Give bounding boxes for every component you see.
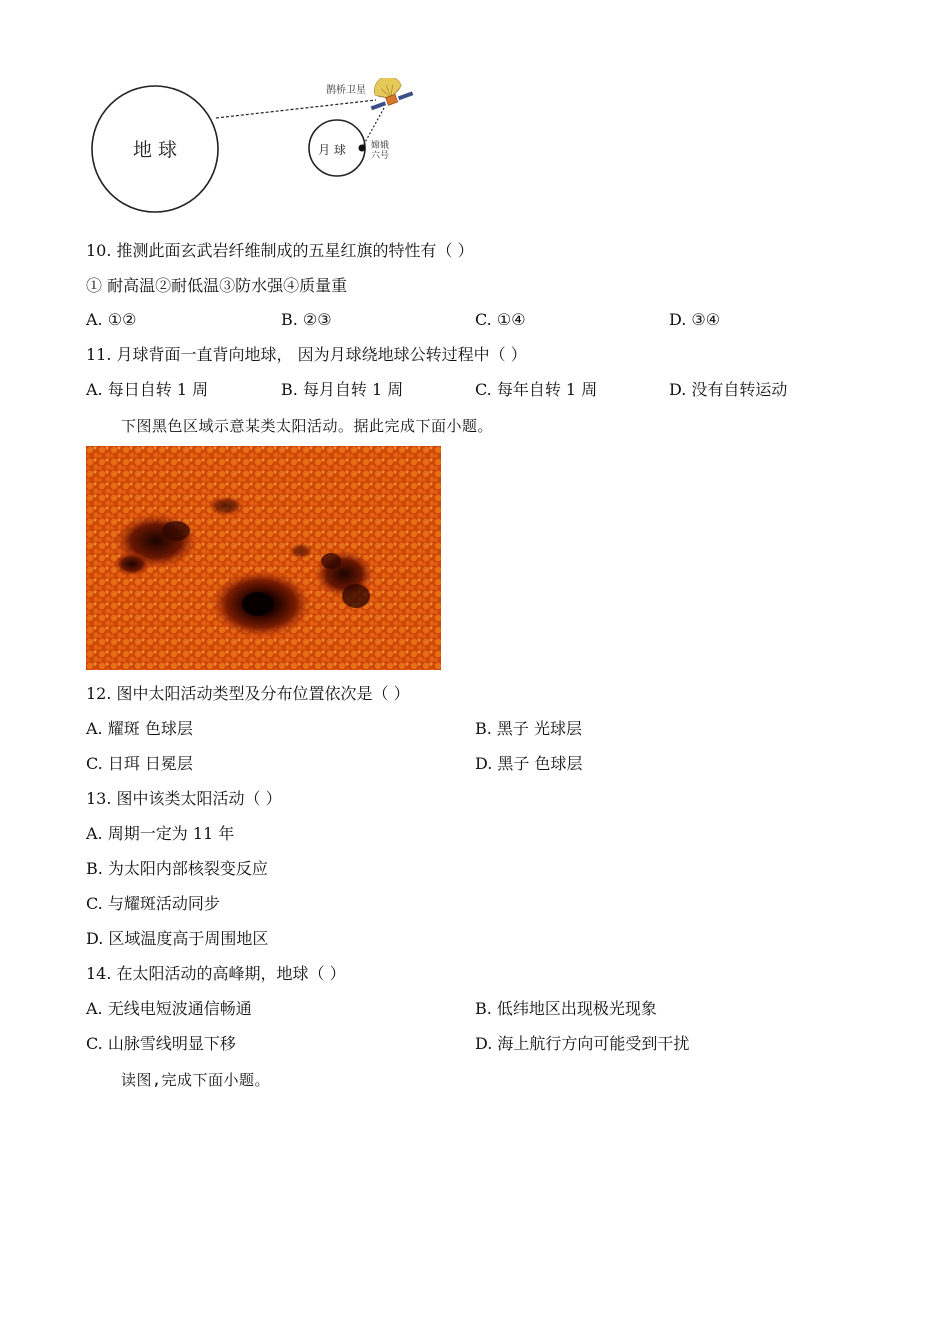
q12-option-c[interactable]: C. 日珥 日冕层 bbox=[86, 754, 193, 773]
lander-dot bbox=[359, 145, 366, 152]
q12-option-d[interactable]: D. 黑子 色球层 bbox=[475, 754, 583, 773]
q14-option-a[interactable]: A. 无线电短波通信畅通 bbox=[86, 999, 252, 1018]
q10-option-c[interactable]: C. ①④ bbox=[475, 310, 526, 329]
q10-option-b[interactable]: B. ②③ bbox=[281, 310, 332, 329]
sunspot-photo bbox=[86, 446, 441, 670]
q12-stem: 12. 图中太阳活动类型及分布位置依次是（ ） bbox=[86, 684, 410, 703]
q14-option-d[interactable]: D. 海上航行方向可能受到干扰 bbox=[475, 1034, 690, 1053]
lander-label-line2: 六号 bbox=[371, 151, 390, 161]
q14-option-c[interactable]: C. 山脉雪线明显下移 bbox=[86, 1034, 236, 1053]
q11-option-d[interactable]: D. 没有自转运动 bbox=[669, 380, 788, 399]
q11-option-b[interactable]: B. 每月自转 1 周 bbox=[281, 380, 404, 399]
q13-option-a[interactable]: A. 周期一定为 11 年 bbox=[86, 824, 235, 843]
section-intro-read-figure: 读图,完成下面小题。 bbox=[121, 1071, 271, 1089]
earth-moon-satellite-diagram bbox=[86, 78, 426, 218]
q13-option-d[interactable]: D. 区域温度高于周围地区 bbox=[86, 929, 269, 948]
q11-option-c[interactable]: C. 每年自转 1 周 bbox=[475, 380, 598, 399]
lander-label-line1: 嫦娥 bbox=[371, 141, 390, 151]
q10-option-a[interactable]: A. ①② bbox=[86, 310, 137, 329]
q10-stem: 10. 推测此面玄武岩纤维制成的五星红旗的特性有（ ） bbox=[86, 241, 474, 260]
satellite-icon bbox=[363, 78, 414, 111]
q11-stem: 11. 月球背面一直背向地球， 因为月球绕地球公转过程中（ ） bbox=[86, 345, 527, 364]
q12-option-a[interactable]: A. 耀斑 色球层 bbox=[86, 719, 193, 738]
q13-stem: 13. 图中该类太阳活动（ ） bbox=[86, 789, 282, 808]
earth-satellite-link bbox=[216, 100, 376, 118]
q10-option-d[interactable]: D. ③④ bbox=[669, 310, 721, 329]
q13-option-c[interactable]: C. 与耀斑活动同步 bbox=[86, 894, 220, 913]
earth-label: 地 球 bbox=[132, 139, 178, 161]
q13-option-b[interactable]: B. 为太阳内部核裂变反应 bbox=[86, 859, 268, 878]
q14-stem: 14. 在太阳活动的高峰期，地球（ ） bbox=[86, 964, 346, 983]
q10-items: ① 耐高温②耐低温③防水强④质量重 bbox=[86, 276, 348, 295]
satellite-label: 鹊桥卫星 bbox=[326, 85, 366, 96]
q14-option-b[interactable]: B. 低纬地区出现极光现象 bbox=[475, 999, 657, 1018]
moon-label: 月 球 bbox=[318, 143, 346, 157]
q11-option-a[interactable]: A. 每日自转 1 周 bbox=[86, 380, 209, 399]
q12-option-b[interactable]: B. 黑子 光球层 bbox=[475, 719, 583, 738]
section-intro-sun: 下图黑色区域示意某类太阳活动。据此完成下面小题。 bbox=[121, 417, 494, 435]
